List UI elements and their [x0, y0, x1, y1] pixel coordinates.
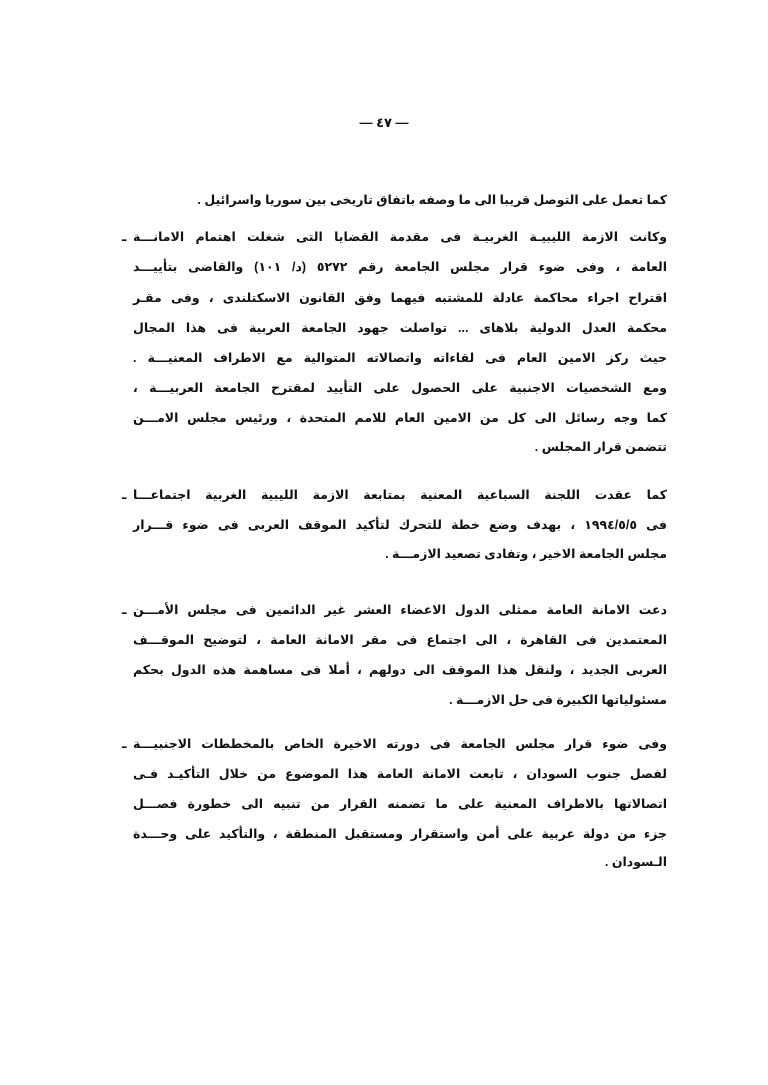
- paragraph-line: كما وجه رسائل الى كل من الامين العام للامم المتحدة ، ورئيس مجلس الامـــن: [133, 411, 667, 425]
- paragraph-line: مسئولياتها الكبيرة فى حل الازمـــة .: [449, 693, 667, 707]
- paragraph-line: العامة ، وفى ضوء قرار مجلس الجامعة رقم ٥٢٧٢ (د/ ١٠١) والقاضى بتأييـــد: [133, 260, 667, 274]
- paragraph-line: وفى ضوء قرار مجلس الجامعة فى دورته الاخيرة الخاص بالمخططات الاجنبيـــة: [133, 737, 667, 751]
- paragraph-line: جزء من دولة عربية على أمن واستقرار ومستقبل المنطقة ، والتأكيد على وحـــدة: [133, 827, 667, 841]
- paragraph-line: العربى الجديد ، ولنقل هذا الموقف الى دولهم ، أملا فى مساهمة هذه الدول بحكم: [133, 663, 667, 677]
- bullet-dash: ـ: [122, 602, 127, 617]
- paragraph-line: فى ١٩٩٤/٥/٥ ، بهدف وضع خطة للتحرك لتأكيد الموقف العربى فى ضوء قـــرار: [133, 518, 667, 532]
- paragraph-line: وكانت الازمة الليبيـة الغربيـة فى مقدمة القضايا التى شغلت اهتمام الامانـــة: [133, 230, 667, 244]
- bullet-dash: ـ: [122, 736, 127, 751]
- paragraph-line: اقتراح اجراء محاكمة عادلة للمشتبه فيهما وفق القانون الاسكتلندى ، وفى مقـر: [133, 291, 667, 305]
- bullet-dash: ـ: [122, 487, 127, 502]
- paragraph-line: لفصل جنوب السودان ، تابعت الامانة العامة هذا الموضوع من خلال التأكيـد فـى: [133, 767, 667, 781]
- paragraph-line: اتصالاتها بالاطراف المعنية على ما تضمنه القرار من تنبيه الى خطورة فصـــل: [133, 797, 667, 811]
- paragraph-line: ومع الشخصيات الاجنبية على الحصول على التأييد لمقترح الجامعة العربيـــة ،: [133, 381, 667, 395]
- bullet-dash: ـ: [122, 229, 127, 244]
- page-number: — ٤٧ —: [359, 115, 409, 130]
- paragraph-line: المعتمدين فى القاهرة ، الى اجتماع فى مقر الامانة العامة ، لتوضيح الموقـــف: [133, 633, 667, 647]
- paragraph-line: كما عقدت اللجنة السباعية المعنية بمتابعة الازمة الليبية الغربية اجتماعـــا: [133, 488, 667, 502]
- paragraph-line: محكمة العدل الدولية بلاهاى ... تواصلت جهود الجامعة العربية فى هذا المجال: [133, 321, 667, 335]
- paragraph-line: تتضمن قرار المجلس .: [534, 440, 667, 454]
- paragraph-line: حيث ركز الامين العام فى لقاءاته واتصالاته المتوالية مع الاطراف المعنيـــة .: [133, 351, 667, 365]
- intro-line: كما تعمل على التوصل قريبا الى ما وصفه باتفاق تاريخى بين سوريا واسرائيل .: [197, 193, 667, 207]
- paragraph-line: مجلس الجامعة الاخير ، وتفادى تصعيد الازمـــة .: [385, 547, 667, 561]
- paragraph-line: دعت الامانة العامة ممثلى الدول الاعضاء العشر غير الدائمين فى مجلس الأمـــن: [133, 603, 667, 617]
- paragraph-line: الـسودان .: [604, 855, 667, 869]
